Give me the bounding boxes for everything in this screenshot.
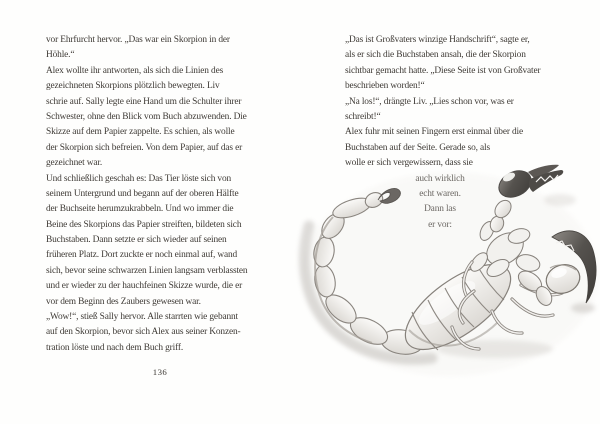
text-line: tration löste und nach dem Buch griff. [46,342,184,353]
text-line: Skizze auf dem Papier zappelte. Es schien, als wolle [46,127,235,138]
text-line: der Skorpion sich befreien. Von dem Papier, auf das er [46,142,243,153]
text-line: auch wirklich [415,173,465,184]
text-line: „Na los!“, drängte Liv. „Lies schon vor, was er [345,96,514,107]
text-line: Beine des Skorpions das Papier streiften, bildeten sich [46,219,242,230]
text-line: gezeichneten Skorpions plötzlich bewegten. Liv [46,81,220,92]
text-line: und er wieder zu der hauchfeinen Skizze wurde, die er [46,281,243,292]
text-line: „Wow!“, stieß Sally hervor. Alle starrten wie gebannt [46,312,239,323]
text-line: Und schließlich geschah es: Das Tier löste sich von [46,173,232,184]
text-line: vor dem Beginn des Zaubers gewesen war. [46,296,201,307]
text-line: Alex fuhr mit seinen Fingern erst einmal über die [345,127,524,138]
text-line: Höhle.“ [46,50,75,61]
page-number: 136 [152,367,168,377]
scorpion-illustration [285,150,600,380]
text-line: Buchstaben auf der Seite. Gerade so, als [345,142,490,153]
text-line: Buchstaben. Dann setzte er sich wieder auf seinen [46,235,227,246]
text-line: früheren Platz. Dort zuckte er noch einmal auf, wand [46,250,238,261]
text-line: er vor: [428,219,452,230]
text-line: schreibt!“ [345,111,381,122]
page-left-text [46,33,272,356]
text-line: seinem Untergrund und begann auf der oberen Hälfte [46,188,239,199]
text-line: Schwester, ohne den Blick vom Buch abzuwenden. Die [46,111,247,122]
text-line: auf den Skorpion, bevor sich Alex aus seiner Konzen- [46,327,241,338]
text-line: sich, bevor seine schwarzen Linien langsam verblassten [46,265,248,276]
text-line: Alex wollte ihr antworten, als sich die Linien des [46,65,224,76]
text-line: „Das ist Großvaters winzige Handschrift“, sagte er, [345,35,530,45]
text-line: als er sich die Buchstaben ansah, die der Skorpion [345,50,526,61]
text-line: schrie auf. Sally legte eine Hand um die Schulter ihrer [46,96,242,107]
text-line: echt waren. [419,188,461,199]
text-line: vor Ehrfurcht hervor. „Das war ein Skorpion in der [46,35,230,45]
text-line: wolle er sich vergewissern, dass sie [345,158,473,169]
text-line: beschrieben worden!“ [345,81,425,92]
text-line: Dann las [424,204,456,215]
text-line: der Buchseite herumzukrabbeln. Und wo immer die [46,204,234,215]
text-line: gezeichnet war. [46,158,103,169]
text-line: sichtbar gemacht hatte. „Diese Seite ist von Großvater [345,65,541,76]
